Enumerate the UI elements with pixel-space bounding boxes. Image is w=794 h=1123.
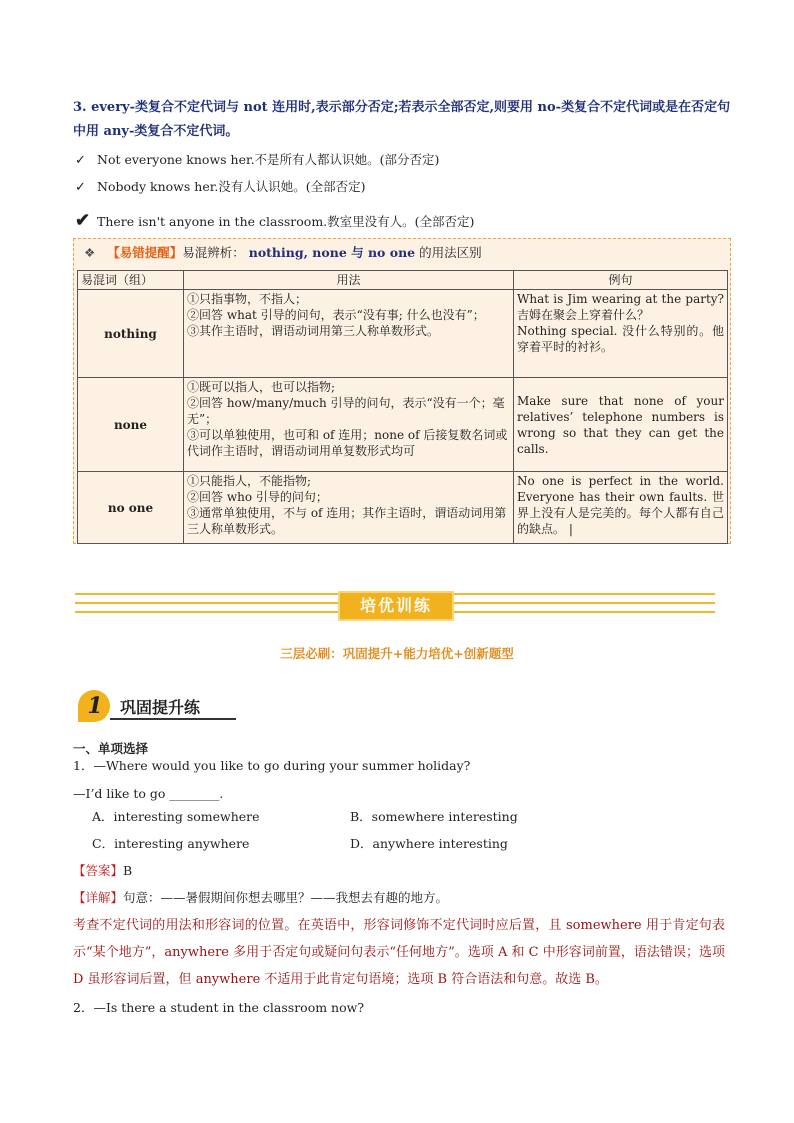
explanation-text: 考查不定代词的用法和形容词的位置。在英语中，形容词修饰不定代词时应后置，且 somewhere 用于肯定句表示“某个地方”，anywhere 多用于否定句或疑问句表示“任何地方”。选项 A 和 C 中形容词前置，语法错误；选项 D 虽形容词后置，但 anywhere 不适用于此肯定句语境；选项 B 符合语法和句意。故选 B。 [73, 918, 725, 987]
usage-line: ②回答 what 引导的问句，表示“没有事; 什么也没有”； [187, 308, 485, 322]
usage-line: ③可以单独使用，也可和 of 连用；none of 后接复数名词或代词作主语时，谓语动词用单复数形式均可 [187, 428, 508, 458]
option-d[interactable]: D．anywhere interesting [350, 836, 508, 851]
question-1-stem: 1．—Where would you like to go during your summer holiday? [73, 758, 471, 773]
tip-suffix: 的用法区别 [415, 245, 482, 260]
option-a[interactable]: A．interesting somewhere [92, 809, 260, 824]
table-header: 例句 [514, 271, 728, 290]
example-text: There isn't anyone in the classroom.教室里没有人。(全部否定) [97, 214, 475, 229]
error-tip-box [73, 238, 731, 544]
table-usage [184, 378, 514, 472]
example-sentence: What is Jim wearing at the party? 吉姆在聚会上穿着什么？ [517, 292, 724, 322]
usage-line: ①只能指人，不能指物; [187, 474, 312, 488]
detail-meaning: 句意：——暑假期间你想去哪里？——我想去有趣的地方。 [123, 890, 449, 905]
banner-title: 培优训练 [338, 591, 454, 621]
tip-tag: 【易错提醒】 [107, 245, 183, 260]
table-row [78, 378, 728, 472]
example-line-1 [75, 151, 439, 170]
section-underline [110, 718, 236, 720]
example-sentence: Make sure that none of your relatives’ telephone numbers is wrong so that they can get the calls. [517, 393, 724, 456]
detail-line [73, 889, 448, 907]
section-title: 巩固提升练 [120, 698, 201, 717]
table-example [514, 378, 728, 472]
table-row [78, 290, 728, 378]
answer-line [73, 862, 132, 880]
usage-line: ②回答 who 引导的问句； [187, 490, 328, 504]
option-c[interactable]: C．interesting anywhere [92, 836, 250, 851]
tip-words: nothing, none 与 no one [248, 245, 416, 260]
section-number: 1 [87, 693, 103, 719]
grammar-rule-title: 3. every-类复合不定代词与 not 连用时,表示部分否定;若表示全部否定,则要用 no-类复合不定代词或是在否定句中用 any-类复合不定代词。 [73, 100, 731, 139]
table-example [514, 290, 728, 378]
example-text: Nobody knows her.没有人认识她。(全部否定) [97, 179, 366, 194]
tip-heading [84, 244, 482, 262]
example-sentence: Nothing special. 没什么特别的。他穿着平时的衬衫。 [517, 324, 724, 354]
table-header: 用法 [184, 271, 514, 290]
check-icon: ✔ [75, 210, 91, 231]
option-b[interactable]: B．somewhere interesting [350, 809, 518, 824]
table-example [514, 472, 728, 544]
usage-line: ③其作主语时，谓语动词用第三人称单数形式。 [187, 324, 440, 338]
usage-line: ①只指事物，不指人； [187, 292, 308, 306]
usage-line: ②回答 how/many/much 引导的问句，表示“没有一个；毫无”； [187, 396, 505, 426]
question-1-reply: —I’d like to go ________. [73, 786, 224, 801]
check-icon: ✓ [75, 180, 86, 195]
comparison-table [77, 270, 728, 544]
example-text: Not everyone knows her.不是所有人都认识她。(部分否定) [97, 152, 440, 167]
table-usage [184, 472, 514, 544]
check-icon: ✓ [75, 153, 86, 168]
answer-label: 【答案】 [73, 863, 124, 878]
table-header-row [78, 271, 728, 290]
diamond-icon: ❖ [84, 245, 96, 260]
detail-label: 【详解】 [73, 890, 124, 905]
banner-subtitle: 三层必刷：巩固提升+能力培优+创新题型 [280, 646, 514, 661]
example-line-3 [75, 212, 474, 231]
usage-line: ③通常单独使用，不与 of 连用；其作主语时，谓语动词用第三人称单数形式。 [187, 506, 507, 536]
usage-line: ①既可以指人，也可以指物; [187, 380, 336, 394]
example-sentence: No one is perfect in the world. Everyone has their own faults. 世界上没有人是完美的。每个人都有自己的缺点。 | [517, 474, 724, 536]
table-usage [184, 290, 514, 378]
question-2-stem: 2．—Is there a student in the classroom now? [73, 1000, 365, 1015]
question-type-label: 一、单项选择 [73, 741, 149, 756]
example-line-2 [75, 178, 366, 197]
table-word: nothing [78, 290, 184, 378]
table-header: 易混词（组） [78, 271, 184, 290]
table-row [78, 472, 728, 544]
table-word: no one [78, 472, 184, 544]
answer-value: B [123, 863, 133, 878]
tip-label: 易混辨析： [182, 245, 245, 260]
table-word: none [78, 378, 184, 472]
